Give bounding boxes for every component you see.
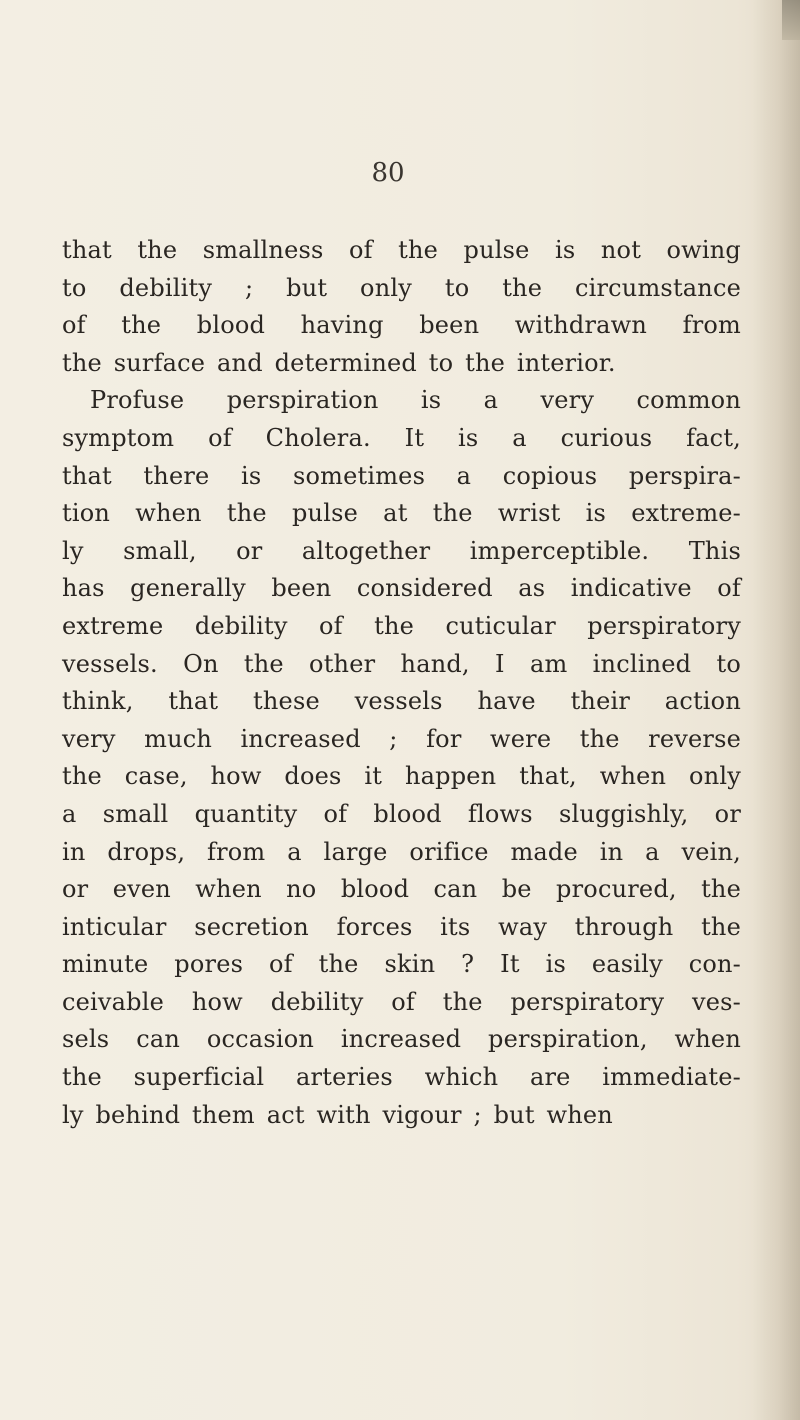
text-body (62, 232, 741, 1134)
text-line: very much increased ; for were the reverse (62, 724, 741, 753)
text-line: the surface and determined to the interior. (62, 348, 616, 377)
text-line: or even when no blood can be procured, the (62, 875, 741, 904)
page-edge-shadow (752, 0, 800, 1420)
page-number (0, 157, 800, 189)
text-line: think, that these vessels have their action (62, 687, 741, 716)
text-line: that the smallness of the pulse is not owing (62, 236, 741, 264)
text-line: extreme debility of the cuticular perspiratory (62, 611, 741, 640)
text-line: the case, how does it happen that, when only (62, 762, 741, 791)
text-line: vessels. On the other hand, I am inclined to (62, 649, 741, 678)
text-line: minute pores of the skin ? It is easily con- (62, 950, 741, 979)
text-line: in drops, from a large orifice made in a vein, (62, 837, 741, 866)
text-line: sels can occasion increased perspiration, when (62, 1025, 741, 1054)
text-line: of the blood having been withdrawn from (62, 311, 741, 340)
page-number-text: 80 (371, 158, 405, 188)
text-line: inticular secretion forces its way through the (62, 912, 741, 941)
text-line: a small quantity of blood flows sluggishly, or (62, 799, 741, 828)
text-line: symptom of Cholera. It is a curious fact, (62, 423, 741, 452)
text-line: ly behind them act with vigour ; but when (62, 1100, 613, 1129)
text-line: tion when the pulse at the wrist is extreme- (62, 499, 741, 528)
text-line: has generally been considered as indicative of (62, 574, 741, 603)
text-line: to debility ; but only to the circumstance (62, 273, 741, 302)
text-line: ly small, or altogether imperceptible. This (62, 536, 741, 565)
text-line: the superficial arteries which are immediate- (62, 1063, 741, 1092)
paragraph-start-line: Profuse perspiration is a very common (90, 386, 741, 415)
text-line: that there is sometimes a copious perspira- (62, 461, 741, 490)
text-line: ceivable how debility of the perspiratory ves- (62, 987, 741, 1016)
page-corner-mark (782, 0, 800, 40)
